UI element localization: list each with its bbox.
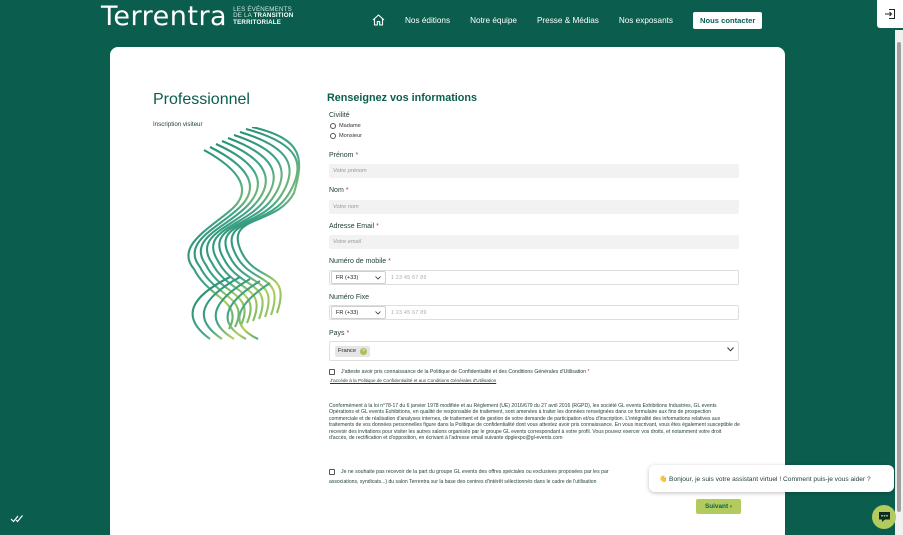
consent-checkbox-row[interactable] <box>329 369 590 375</box>
firstname-label: Prénom * <box>329 152 359 159</box>
main-nav <box>369 11 762 29</box>
nav-presse-medias[interactable]: Presse & Médias <box>536 15 599 25</box>
fixed-phone-label: Numéro Fixe <box>329 294 370 301</box>
fixed-phone-field <box>329 305 739 320</box>
lastname-input[interactable]: Votre nom <box>329 200 739 214</box>
optout-checkbox-row[interactable] <box>329 469 659 475</box>
logo[interactable] <box>101 1 293 32</box>
nav-nos-editions[interactable]: Nos éditions <box>405 15 451 25</box>
accessibility-icon[interactable] <box>10 514 24 523</box>
email-label: Adresse Email * <box>329 223 379 230</box>
consent-text: J'atteste avoir pris connaissance de la Politique de Confidentialité et des Conditions Générales d'Utilisation * <box>341 369 590 375</box>
chevron-down-icon <box>727 347 734 352</box>
login-icon[interactable] <box>877 0 903 28</box>
scrollbar-thumb[interactable] <box>897 42 901 512</box>
mobile-field <box>329 270 739 285</box>
firstname-input[interactable]: Votre prénom <box>329 164 739 178</box>
email-input[interactable]: Votre email <box>329 235 739 249</box>
civility-option-madame[interactable]: Madame <box>330 123 361 129</box>
contact-button[interactable]: Nous contacter <box>693 12 762 29</box>
country-select[interactable] <box>329 341 739 361</box>
chat-greeting-bubble[interactable]: 👋 Bonjour, je suis votre assistant virtuel ! Comment puis-je vous aider ? <box>649 465 894 492</box>
home-icon[interactable] <box>369 11 387 29</box>
page-title: Professionnel <box>153 91 250 108</box>
civility-option-monsieur[interactable]: Monsieur <box>330 133 362 139</box>
mobile-label: Numéro de mobile * <box>329 258 391 265</box>
logo-wordmark: Terrentra <box>101 1 228 32</box>
fixed-country-code-select[interactable]: FR (+33) <box>331 306 386 319</box>
optout-checkbox[interactable] <box>329 469 335 475</box>
page-subtitle: Inscription visiteur <box>153 121 203 128</box>
decorative-ribbon-illustration <box>170 127 305 342</box>
chevron-down-icon <box>375 276 381 280</box>
chevron-down-icon <box>375 311 381 315</box>
form-title: Renseignez vos informations <box>327 92 477 104</box>
country-chip: France × <box>335 346 370 357</box>
mobile-input[interactable]: 1 23 45 67 89 <box>391 274 427 281</box>
legal-notice: Conformément à la loi n°78-17 du 6 janvier 1978 modifiée et au Règlement (UE) 2016/679 du 27 avril 2016 (RGPD), les société GL events Exhibitions Industries, GL events Opérations et GL events Exhibitions, en qualité de responsable de traitement, sont amenées à traiter les données renseignées dans ce formulaire aux fins de prospection commerciale et de réalisation d'analyses internes, de traitement et de gestion de votre demande de participation et/ou d'inscription. L'intégralité des informations relatives aux traitements de vos données personnelles figure dans la Politique de confidentialité dont vous attestez avoir pris connaissance. En vous inscrivant, vous êtes également susceptible de recevoir des invitations pour visiter les autres salons organisés par le groupe GL events correspondant à votre profil. Vous pouvez exercer vos droits, et notamment votre droit d'accès, de rectification et d'opposition, en écrivant à l'adresse email suivante dpglexpo@gl-events.com <box>329 403 740 442</box>
fixed-phone-input[interactable]: 1 23 45 67 89 <box>391 309 427 316</box>
radio-button[interactable] <box>330 123 336 129</box>
chat-icon <box>878 511 891 523</box>
optout-text-line2: associations, syndicats...) du salon Terrentra sur la base des centres d'intérêt sélectionnés dans le cadre de l'utilisation <box>329 479 597 485</box>
civility-label: Civilité <box>329 112 350 119</box>
remove-chip-icon[interactable]: × <box>360 348 367 355</box>
logo-tagline: LES ÉVÉNEMENTS DE LA TRANSITION TERRITORIALE <box>233 5 294 26</box>
mobile-country-code-select[interactable]: FR (+33) <box>331 271 386 284</box>
country-label: Pays * <box>329 330 350 337</box>
page-scrollbar[interactable] <box>895 30 903 535</box>
next-button[interactable]: Suivant › <box>696 499 741 514</box>
radio-button[interactable] <box>330 133 336 139</box>
registration-card <box>110 47 785 535</box>
optout-text: Je ne souhaite pas recevoir de la part du groupe GL events des offres spéciales ou exclusives proposées par les par <box>341 469 609 475</box>
nav-notre-equipe[interactable]: Notre équipe <box>470 15 517 25</box>
lastname-label: Nom * <box>329 187 349 194</box>
nav-nos-exposants[interactable]: Nos exposants <box>618 15 674 25</box>
site-header <box>0 0 903 40</box>
consent-checkbox[interactable] <box>329 369 335 375</box>
chat-launcher-button[interactable] <box>872 505 896 529</box>
privacy-policy-link[interactable]: J'accède à la Politique de Confidentialité et aux Conditions Générales d'Utilisation <box>330 378 497 383</box>
